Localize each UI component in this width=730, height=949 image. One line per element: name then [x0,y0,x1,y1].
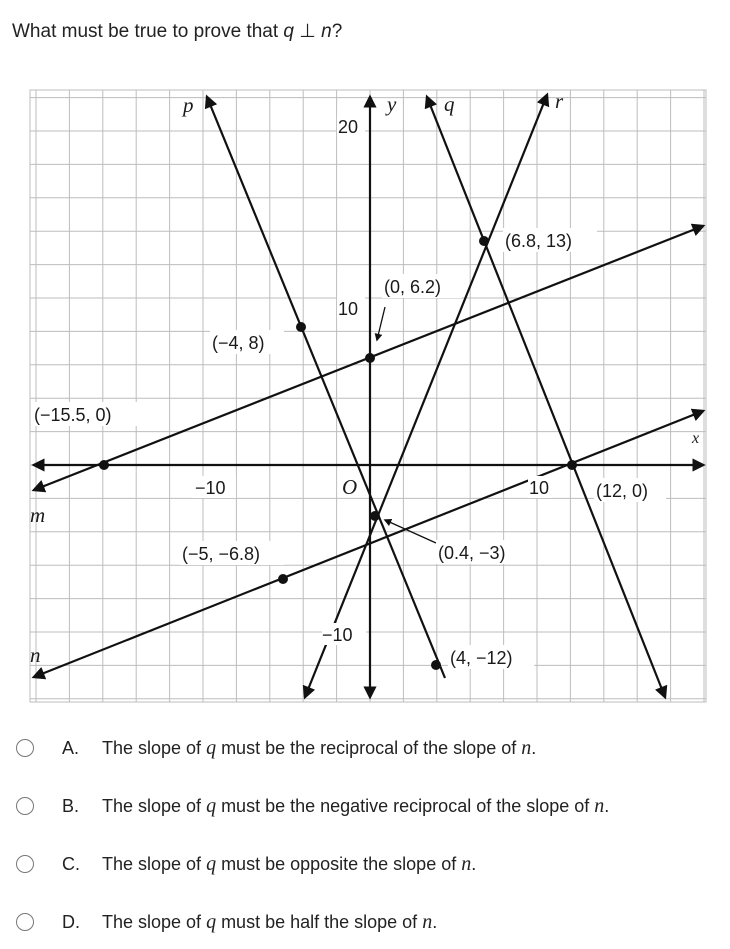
grid-lines [30,90,706,702]
line-q [427,97,665,697]
tick-y-neg10: −10 [322,625,353,645]
label-point-0.4-neg3: (0.4, −3) [438,543,506,563]
line-label-m: m [30,503,46,527]
choice-d[interactable] [16,902,437,942]
point-neg5-neg6.8 [278,574,288,584]
choice-a-post: . [531,737,537,758]
tick-x-10: 10 [529,478,550,498]
line-r [305,95,550,697]
label-point-neg15.5-0: (−15.5, 0) [34,405,112,425]
question-var-n: n [321,21,332,42]
tick-y-10: 10 [338,299,359,319]
radio-button-d[interactable] [16,913,34,931]
choice-text-b [102,795,609,818]
choice-d-var-n: n [422,910,433,933]
radio-button-c[interactable] [16,855,34,873]
choice-a-pre: The slope of [102,737,207,758]
perpendicular-symbol: ⊥ [294,21,322,42]
choice-a-mid: must be the reciprocal of the slope of [216,737,522,758]
choice-d-var-q: q [206,910,217,933]
choice-b-var-q: q [206,794,217,817]
point-neg4-8 [296,322,306,332]
label-point-0-6.2: (0, 6.2) [384,277,442,297]
point-0.4-neg3 [370,511,380,521]
choice-b-post: . [604,795,610,816]
choice-a-var-q: q [206,736,217,759]
choice-b[interactable] [16,786,609,826]
line-label-r: r [555,89,564,113]
choice-d-pre: The slope of [102,911,207,932]
line-label-n: n [30,643,41,667]
choice-a[interactable] [16,728,536,768]
point-0-6.2 [365,353,375,363]
radio-button-b[interactable] [16,797,34,815]
choice-letter-b: B. [62,795,80,816]
line-label-p: p [183,93,194,117]
choice-b-mid: must be the negative reciprocal of the slope of [216,795,595,816]
point-6.8-13 [479,236,489,246]
choice-letter-a: A. [62,737,80,758]
question-prefix: What must be true to prove that [12,21,284,42]
choice-d-mid: must be half the slope of [216,911,423,932]
choice-a-var-n: n [521,736,532,759]
label-point-neg5-neg6.8: (−5, −6.8) [182,544,261,564]
choice-text-d [102,911,437,934]
choice-b-pre: The slope of [102,795,207,816]
choice-c-mid: must be opposite the slope of [216,853,462,874]
line-label-q: q [444,92,455,116]
point-12-0 [567,460,577,470]
callout-arrow-0-6.2 [377,307,385,340]
tick-x-neg10: −10 [195,478,226,498]
question-var-q: q [283,21,294,42]
choice-text-c [102,853,476,876]
line-p [207,97,445,678]
choice-letter-d: D. [62,911,80,932]
point-neg15.5-0 [99,460,109,470]
x-axis-label: x [692,430,700,447]
label-point-12-0: (12, 0) [596,481,649,501]
tick-y-20: 20 [338,117,359,137]
choice-c-var-q: q [206,852,217,875]
choice-d-post: . [432,911,438,932]
label-point-neg4-8: (−4, 8) [212,333,265,353]
choice-text-a [102,737,536,760]
choice-b-var-n: n [594,794,605,817]
choice-c-post: . [471,853,477,874]
origin-label: O [342,475,358,499]
choice-c[interactable] [16,844,476,884]
grid-border [30,90,706,702]
y-axis-label: y [387,92,397,116]
choice-c-pre: The slope of [102,853,207,874]
choice-c-var-n: n [461,852,472,875]
radio-button-a[interactable] [16,739,34,757]
question-suffix: ? [331,21,343,42]
choice-letter-c: C. [62,853,80,874]
label-point-4-neg12: (4, −12) [450,648,513,668]
point-4-neg12 [431,660,441,670]
label-point-6.8-13: (6.8, 13) [505,231,573,251]
